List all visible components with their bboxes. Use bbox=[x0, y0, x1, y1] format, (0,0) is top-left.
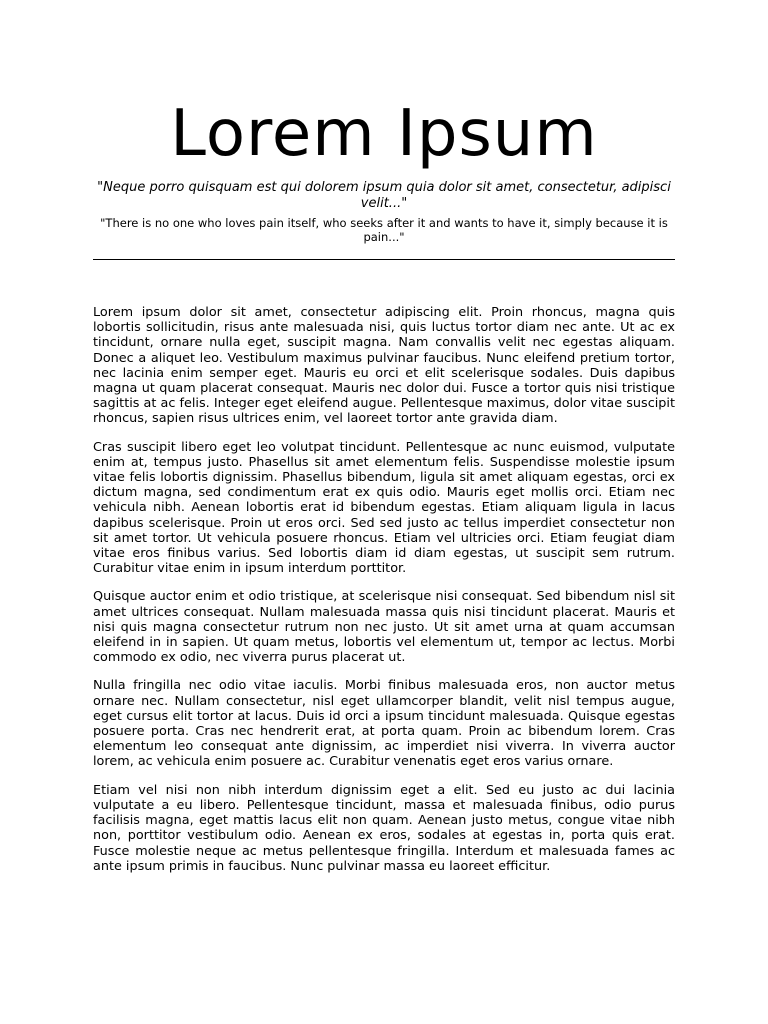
paragraph-2: Cras suscipit libero eget leo volutpat tincidunt. Pellentesque ac nunc euismod, vulputate enim at, tempus justo. Phasellus sit amet elementum felis. Suspendisse molestie ipsum vitae felis lobortis dignissim. Phasellus bibendum, ligula sit amet aliquam egestas, orci ex dictum magna, sed condimentum erat ex quis odio. Mauris eget mollis orci. Etiam nec vehicula nibh. Aenean lobortis erat id bibendum egestas. Etiam aliquam ligula in lacus dapibus scelerisque. Proin ut eros orci. Sed sed justo ac tellus imperdiet consectetur non sit amet tortor. Ut vehicula posuere rhoncus. Etiam vel ultricies orci. Etiam feugiat diam vitae eros finibus varius. Sed lobortis diam id diam egestas, ut suscipit sem rutrum. Curabitur vitae enim in ipsum interdum porttitor. bbox=[93, 439, 675, 577]
document-body bbox=[93, 305, 675, 887]
paragraph-3: Quisque auctor enim et odio tristique, at scelerisque nisi consequat. Sed bibendum nisl sit amet ultrices consequat. Nullam malesuada massa quis nisi tincidunt placerat. Mauris et nisi quis magna consectetur rutrum non nec justo. Ut sit amet urna at quam accumsan eleifend in in sapien. Ut quam metus, lobortis vel elementum ut, tempor ac lectus. Morbi commodo ex odio, nec viverra purus placerat ut. bbox=[93, 589, 675, 666]
paragraph-1: Lorem ipsum dolor sit amet, consectetur adipiscing elit. Proin rhoncus, magna quis lobortis sollicitudin, risus ante malesuada nisi, quis luctus tortor diam nec ante. Ut ac ex tincidunt, ornare nulla eget, suscipit magna. Nam convallis velit nec egestas aliquam. Donec a aliquet leo. Vestibulum maximus pulvinar faucibus. Nunc eleifend pretium tortor, nec lacinia enim semper eget. Mauris eu orci et elit scelerisque sodales. Duis dapibus magna ut quam placerat consequat. Mauris nec dolor dui. Fusce a tortor quis nisi tristique sagittis at ac felis. Integer eget eleifend augue. Pellentesque maximus, dolor vitae suscipit rhoncus, sapien risus ultrices enim, vel laoreet tortor ante gravida diam. bbox=[93, 305, 675, 427]
header-divider bbox=[93, 259, 675, 260]
paragraph-4: Nulla fringilla nec odio vitae iaculis. Morbi finibus malesuada eros, non auctor metus ornare nec. Nullam consectetur, nisl eget ullamcorper blandit, velit nisl tempus augue, eget cursus elit tortor at lacus. Duis id orci a ipsum tincidunt malesuada. Quisque egestas posuere porta. Cras nec hendrerit erat, at porta quam. Proin ac bibendum lorem. Cras elementum leo consequat ante dignissim, ac imperdiet nisi viverra. In viverra auctor lorem, ac vehicula enim posuere ac. Curabitur venenatis eget eros varius ornare. bbox=[93, 678, 675, 770]
english-quote: "There is no one who loves pain itself, who seeks after it and wants to have it, simply because it is pain..." bbox=[100, 216, 668, 244]
document-header bbox=[93, 96, 675, 244]
paragraph-5: Etiam vel nisi non nibh interdum dignissim eget a elit. Sed eu justo ac dui lacinia vulputate a eu libero. Pellentesque tincidunt, massa et malesuada finibus, odio purus facilisis magna, eget mattis lacus elit non quam. Aenean justo metus, congue vitae nibh non, porttitor vestibulum odio. Aenean ex eros, sodales at egestas in, porta quis erat. Fusce molestie neque ac metus pellentesque fringilla. Interdum et malesuada fames ac ante ipsum primis in faucibus. Nunc pulvinar massa eu laoreet efficitur. bbox=[93, 782, 675, 874]
page-title: Lorem Ipsum bbox=[170, 97, 598, 171]
latin-quote: "Neque porro quisquam est qui dolorem ipsum quia dolor sit amet, consectetur, adipisci velit..." bbox=[97, 180, 671, 211]
